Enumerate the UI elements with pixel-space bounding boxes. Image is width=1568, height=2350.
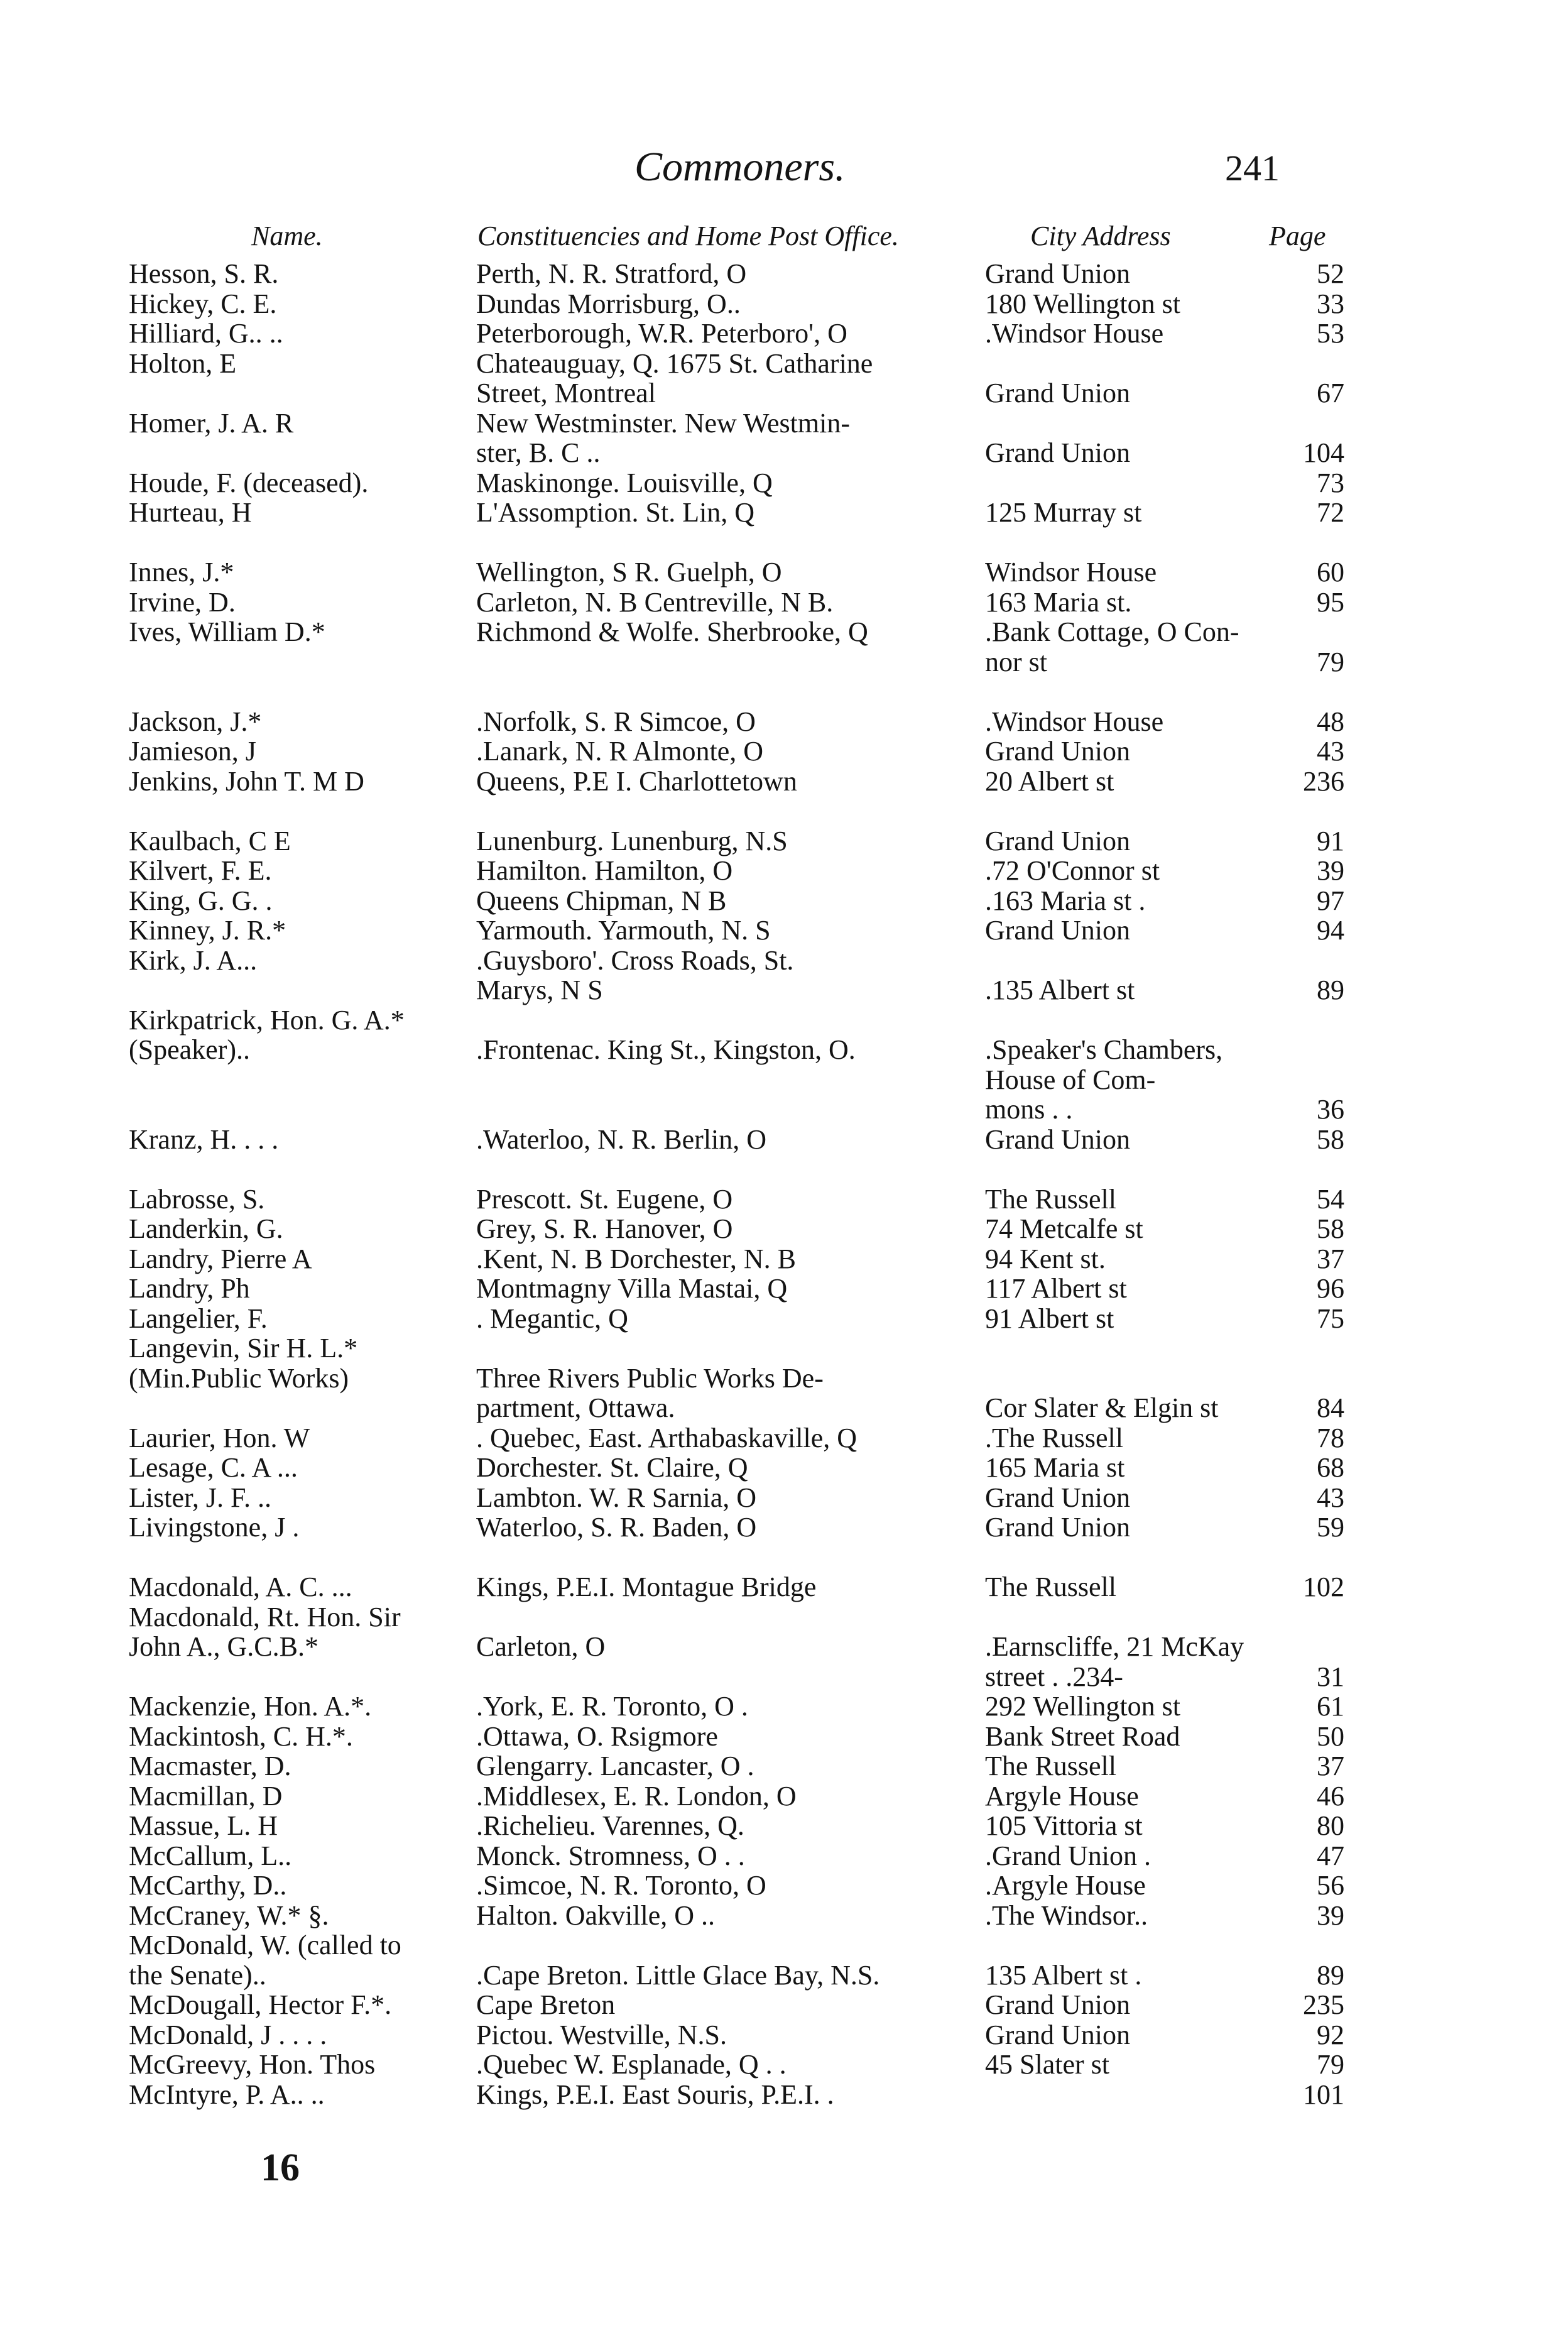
page-ref: 235: [1303, 1989, 1344, 2020]
list-item: [0, 1751, 1568, 1781]
city-address: .135 Albert st: [985, 975, 1135, 1005]
city-address: Grand Union: [985, 378, 1130, 408]
constituency-text: Queens, P.E I. Charlottetown: [476, 765, 797, 797]
page-ref: 36: [1317, 1094, 1344, 1125]
city-address: Grand Union: [985, 1482, 1130, 1513]
member-name: Landerkin, G.: [129, 1213, 283, 1244]
member-name: Langelier, F.: [129, 1303, 268, 1334]
member-name: Innes, J.*: [129, 557, 234, 588]
member-name: McDonald, W. (called to: [129, 1930, 401, 1960]
list-item: [0, 1065, 1568, 1095]
constituency-text: Maskinonge. Louisville, Q: [476, 467, 773, 498]
member-name: Kaulbach, C E: [129, 825, 291, 856]
list-item: [0, 707, 1568, 737]
list-item: [0, 1930, 1568, 1960]
column-header-constituency: Constituencies and Home Post Office.: [477, 221, 899, 251]
city-address: 105 Vittoria st: [985, 1810, 1143, 1841]
page-ref: 94: [1317, 915, 1344, 946]
page-ref: 89: [1317, 1959, 1344, 1991]
list-item: [0, 1125, 1568, 1155]
city-address: Windsor House: [985, 557, 1157, 588]
page-ref: 68: [1317, 1452, 1344, 1483]
constituency-text: .Richelieu. Varennes, Q.: [476, 1810, 744, 1841]
city-address: mons . .: [985, 1094, 1073, 1125]
list-item: [0, 528, 1568, 558]
constituency-text: Chateauguay, Q. 1675 St. Catharine: [476, 347, 873, 379]
list-item: [0, 1691, 1568, 1722]
page-ref: 101: [1303, 2079, 1344, 2110]
constituency-text: .Simcoe, N. R. Toronto, O: [476, 1870, 766, 1901]
list-item: [0, 2050, 1568, 2080]
constituency-text: Montmagny Villa Mastai, Q: [476, 1273, 788, 1304]
constituency-text: Lambton. W. R Sarnia, O: [476, 1482, 757, 1513]
constituency-text: Glengarry. Lancaster, O .: [476, 1751, 754, 1781]
page-ref: 79: [1317, 2049, 1344, 2080]
page-ref: 39: [1317, 855, 1344, 886]
page-ref: 56: [1317, 1870, 1344, 1901]
running-title: Commoners.: [634, 144, 846, 190]
city-address: Grand Union: [985, 258, 1130, 289]
city-address: The Russell: [985, 1183, 1116, 1215]
page-ref: 50: [1317, 1720, 1344, 1752]
city-address: .Bank Cottage, O Con-: [985, 616, 1239, 647]
member-name: Houde, F. (deceased).: [129, 467, 369, 498]
member-name: Macmaster, D.: [129, 1751, 291, 1781]
list-item: [0, 856, 1568, 886]
member-name: Hilliard, G.. ..: [129, 318, 283, 349]
member-name: King, G. G. .: [129, 885, 273, 916]
list-item: [0, 468, 1568, 498]
constituency-text: ster, B. C ..: [476, 437, 601, 468]
page-ref: 61: [1317, 1691, 1344, 1722]
page-ref: 75: [1317, 1303, 1344, 1334]
member-name: Landry, Pierre A: [129, 1243, 312, 1274]
list-item: [0, 1512, 1568, 1543]
constituency-text: Kings, P.E.I. Montague Bridge: [476, 1571, 817, 1602]
member-name: the Senate)..: [129, 1959, 266, 1991]
list-item: [0, 1901, 1568, 1931]
city-address: .Speaker's Chambers,: [985, 1034, 1223, 1065]
constituency-text: Richmond & Wolfe. Sherbrooke, Q: [476, 616, 868, 647]
page-ref: 79: [1317, 646, 1344, 677]
constituency-text: . Quebec, East. Arthabaskaville, Q: [476, 1422, 858, 1453]
constituency-text: .Norfolk, S. R Simcoe, O: [476, 706, 756, 737]
page-ref: 60: [1317, 557, 1344, 588]
constituency-text: Dundas Morrisburg, O..: [476, 288, 741, 319]
constituency-text: Marys, N S: [476, 975, 603, 1005]
member-name: Jenkins, John T. M D: [129, 765, 364, 797]
city-address: Grand Union: [985, 1123, 1130, 1155]
list-item: [0, 1423, 1568, 1453]
list-item: [0, 498, 1568, 528]
constituency-text: Grey, S. R. Hanover, O: [476, 1213, 733, 1244]
member-name: Laurier, Hon. W: [129, 1422, 310, 1453]
list-item: [0, 1722, 1568, 1752]
city-address: Grand Union: [985, 915, 1130, 946]
city-address: 163 Maria st.: [985, 586, 1132, 618]
city-address: .Windsor House: [985, 318, 1164, 349]
list-item: [0, 647, 1568, 677]
page-number: 241: [1225, 148, 1280, 189]
constituency-text: partment, Ottawa.: [476, 1392, 675, 1423]
member-name: Jackson, J.*: [129, 706, 262, 737]
city-address: Grand Union: [985, 437, 1130, 468]
page-ref: 67: [1317, 378, 1344, 408]
page-ref: 54: [1317, 1183, 1344, 1215]
list-item: [0, 1841, 1568, 1871]
city-address: Grand Union: [985, 1512, 1130, 1543]
page-ref: 84: [1317, 1392, 1344, 1423]
member-name: McCarthy, D..: [129, 1870, 287, 1901]
page-ref: 48: [1317, 706, 1344, 737]
city-address: .Earnscliffe, 21 McKay: [985, 1631, 1244, 1662]
member-name: McIntyre, P. A.. ..: [129, 2079, 325, 2110]
member-name: McDonald, J . . . .: [129, 2019, 327, 2050]
member-name: Kranz, H. . . .: [129, 1123, 279, 1155]
page-ref: 73: [1317, 467, 1344, 498]
list-item: [0, 767, 1568, 797]
constituency-text: .Guysboro'. Cross Roads, St.: [476, 944, 794, 976]
constituency-text: .Waterloo, N. R. Berlin, O: [476, 1123, 767, 1155]
list-item: [0, 1035, 1568, 1065]
page-ref: 58: [1317, 1123, 1344, 1155]
list-item: [0, 1005, 1568, 1036]
constituency-text: Peterborough, W.R. Peterboro', O: [476, 318, 847, 349]
page-ref: 92: [1317, 2019, 1344, 2050]
page-ref: 80: [1317, 1810, 1344, 1841]
constituency-text: Prescott. St. Eugene, O: [476, 1183, 733, 1215]
constituency-text: Waterloo, S. R. Baden, O: [476, 1512, 757, 1543]
page-ref: 97: [1317, 885, 1344, 916]
member-name: McDougall, Hector F.*.: [129, 1989, 392, 2020]
page-ref: 43: [1317, 1482, 1344, 1513]
page-ref: 33: [1317, 288, 1344, 319]
list-item: [0, 1960, 1568, 1991]
constituency-text: Pictou. Westville, N.S.: [476, 2019, 727, 2050]
city-address: Cor Slater & Elgin st: [985, 1392, 1219, 1423]
page-ref: 46: [1317, 1780, 1344, 1812]
city-address: 94 Kent st.: [985, 1243, 1106, 1274]
constituency-text: Street, Montreal: [476, 378, 656, 408]
city-address: .Windsor House: [985, 706, 1164, 737]
city-address: 74 Metcalfe st: [985, 1213, 1143, 1244]
list-item: [0, 1453, 1568, 1483]
page-ref: 72: [1317, 497, 1344, 528]
page-ref: 37: [1317, 1751, 1344, 1781]
member-name: Lesage, C. A ...: [129, 1452, 298, 1483]
list-item: [0, 677, 1568, 707]
page-ref: 96: [1317, 1273, 1344, 1304]
list-item: [0, 1214, 1568, 1244]
city-address: 91 Albert st: [985, 1303, 1114, 1334]
member-name: Irvine, D.: [129, 586, 236, 618]
column-header-name: Name.: [251, 221, 323, 251]
list-item: [0, 915, 1568, 946]
list-item: [0, 1274, 1568, 1304]
constituency-text: New Westminster. New Westmin-: [476, 407, 850, 439]
constituency-text: Kings, P.E.I. East Souris, P.E.I. .: [476, 2079, 834, 2110]
city-address: .72 O'Connor st: [985, 855, 1160, 886]
city-address: Grand Union: [985, 1989, 1130, 2020]
list-item: [0, 438, 1568, 468]
city-address: The Russell: [985, 1751, 1116, 1781]
member-name: Macdonald, Rt. Hon. Sir: [129, 1601, 401, 1632]
constituency-text: Halton. Oakville, O ..: [476, 1899, 716, 1931]
city-address: House of Com-: [985, 1064, 1156, 1095]
page-ref: 58: [1317, 1213, 1344, 1244]
constituency-text: Dorchester. St. Claire, Q: [476, 1452, 748, 1483]
member-name: Hurteau, H: [129, 497, 252, 528]
constituency-text: Monck. Stromness, O . .: [476, 1840, 745, 1871]
page-ref: 37: [1317, 1243, 1344, 1274]
list-item: [0, 796, 1568, 826]
city-address: The Russell: [985, 1571, 1116, 1602]
list-item: [0, 378, 1568, 408]
city-address: street . .234-: [985, 1661, 1123, 1692]
list-item: [0, 1154, 1568, 1184]
city-address: .163 Maria st .: [985, 885, 1146, 916]
page-ref: 47: [1317, 1840, 1344, 1871]
list-item: [0, 1184, 1568, 1215]
member-name: Ives, William D.*: [129, 616, 325, 647]
city-address: Grand Union: [985, 825, 1130, 856]
city-address: 135 Albert st .: [985, 1959, 1142, 1991]
constituency-text: Carleton, O: [476, 1631, 606, 1662]
city-address: 292 Wellington st: [985, 1691, 1180, 1722]
constituency-text: .Middlesex, E. R. London, O: [476, 1780, 797, 1812]
city-address: 45 Slater st: [985, 2049, 1109, 2080]
page-ref: 95: [1317, 586, 1344, 618]
city-address: 125 Murray st: [985, 497, 1142, 528]
constituency-text: Wellington, S R. Guelph, O: [476, 557, 782, 588]
member-name: (Min.Public Works): [129, 1362, 349, 1394]
page-ref: 102: [1303, 1571, 1344, 1602]
city-address: .Argyle House: [985, 1870, 1146, 1901]
member-name: Massue, L. H: [129, 1810, 278, 1841]
member-name: Hickey, C. E.: [129, 288, 277, 319]
member-name: Kirk, J. A...: [129, 944, 258, 976]
city-address: .The Russell: [985, 1422, 1123, 1453]
member-name: Macdonald, A. C. ...: [129, 1571, 352, 1602]
page-header: [0, 143, 1568, 200]
page-ref: 104: [1303, 437, 1344, 468]
city-address: 20 Albert st: [985, 765, 1114, 797]
list-item: [0, 1095, 1568, 1125]
constituency-text: Three Rivers Public Works De-: [476, 1362, 824, 1394]
city-address: Argyle House: [985, 1780, 1139, 1812]
city-address: 180 Wellington st: [985, 288, 1180, 319]
page-ref: 53: [1317, 318, 1344, 349]
member-name: Mackenzie, Hon. A.*.: [129, 1691, 372, 1722]
member-name: McCraney, W.* §.: [129, 1899, 329, 1931]
list-item: [0, 1811, 1568, 1841]
list-item: [0, 1990, 1568, 2020]
list-item: [0, 736, 1568, 767]
list-item: [0, 886, 1568, 916]
constituency-text: .York, E. R. Toronto, O .: [476, 1691, 748, 1722]
list-item: [0, 408, 1568, 439]
member-name: Kirkpatrick, Hon. G. A.*: [129, 1004, 405, 1036]
city-address: nor st: [985, 646, 1047, 677]
list-item: [0, 946, 1568, 976]
page-ref: 89: [1317, 975, 1344, 1005]
member-name: McGreevy, Hon. Thos: [129, 2049, 376, 2080]
list-item: [0, 1304, 1568, 1334]
member-name: Kinney, J. R.*: [129, 915, 286, 946]
page-ref: 43: [1317, 736, 1344, 767]
member-name: Kilvert, F. E.: [129, 855, 272, 886]
column-header-city-address: City Address: [1030, 221, 1171, 251]
page-ref: 52: [1317, 258, 1344, 289]
members-list: [0, 259, 1568, 2109]
list-item: [0, 1543, 1568, 1573]
member-name: McCallum, L..: [129, 1840, 292, 1871]
member-name: Landry, Ph: [129, 1273, 250, 1304]
list-item: [0, 1393, 1568, 1423]
constituency-text: Cape Breton: [476, 1989, 616, 2020]
constituency-text: Perth, N. R. Stratford, O: [476, 258, 747, 289]
member-name: Mackintosh, C. H.*.: [129, 1720, 353, 1752]
page-ref: 31: [1317, 1661, 1344, 1692]
list-item: [0, 349, 1568, 379]
constituency-text: . Megantic, Q: [476, 1303, 628, 1334]
constituency-text: Hamilton. Hamilton, O: [476, 855, 733, 886]
member-name: (Speaker)..: [129, 1034, 251, 1065]
list-item: [0, 1572, 1568, 1602]
list-item: [0, 259, 1568, 289]
list-item: [0, 1781, 1568, 1812]
constituency-text: .Frontenac. King St., Kingston, O.: [476, 1034, 856, 1065]
list-item: [0, 826, 1568, 856]
list-item: [0, 1333, 1568, 1364]
member-name: Langevin, Sir H. L.*: [129, 1333, 358, 1364]
list-item: [0, 2080, 1568, 2110]
list-item: [0, 617, 1568, 647]
page-ref: 59: [1317, 1512, 1344, 1543]
list-item: [0, 319, 1568, 349]
constituency-text: .Kent, N. B Dorchester, N. B: [476, 1243, 797, 1274]
city-address: Grand Union: [985, 2019, 1130, 2050]
member-name: John A., G.C.B.*: [129, 1631, 318, 1662]
list-item: [0, 1602, 1568, 1632]
constituency-text: .Cape Breton. Little Glace Bay, N.S.: [476, 1959, 880, 1991]
list-item: [0, 557, 1568, 588]
constituency-text: Queens Chipman, N B: [476, 885, 727, 916]
member-name: Livingstone, J .: [129, 1512, 300, 1543]
constituency-text: .Lanark, N. R Almonte, O: [476, 736, 764, 767]
member-name: Labrosse, S.: [129, 1183, 265, 1215]
column-header-page: Page: [1269, 221, 1326, 251]
city-address: 117 Albert st: [985, 1273, 1127, 1304]
list-item: [0, 1483, 1568, 1513]
member-name: Lister, J. F. ..: [129, 1482, 271, 1513]
list-item: [0, 1871, 1568, 1901]
member-name: Homer, J. A. R: [129, 407, 294, 439]
constituency-text: Yarmouth. Yarmouth, N. S: [476, 915, 771, 946]
constituency-text: Carleton, N. B Centreville, N B.: [476, 586, 834, 618]
city-address: Bank Street Road: [985, 1720, 1180, 1752]
page-ref: 236: [1303, 765, 1344, 797]
list-item: [0, 2020, 1568, 2050]
list-item: [0, 1244, 1568, 1274]
city-address: Grand Union: [985, 736, 1130, 767]
member-name: Hesson, S. R.: [129, 258, 279, 289]
page-ref: 91: [1317, 825, 1344, 856]
list-item: [0, 289, 1568, 319]
list-item: [0, 975, 1568, 1005]
list-item: [0, 588, 1568, 618]
constituency-text: .Quebec W. Esplanade, Q . .: [476, 2049, 787, 2080]
city-address: .The Windsor..: [985, 1899, 1148, 1931]
signature-mark: 16: [261, 2146, 300, 2189]
list-item: [0, 1364, 1568, 1394]
member-name: Jamieson, J: [129, 736, 256, 767]
page-ref: 78: [1317, 1422, 1344, 1453]
page-ref: 39: [1317, 1899, 1344, 1931]
list-item: [0, 1632, 1568, 1662]
column-headers: [0, 220, 1568, 258]
list-item: [0, 1662, 1568, 1692]
member-name: Macmillan, D: [129, 1780, 283, 1812]
city-address: 165 Maria st: [985, 1452, 1125, 1483]
city-address: .Grand Union .: [985, 1840, 1151, 1871]
constituency-text: L'Assomption. St. Lin, Q: [476, 497, 755, 528]
member-name: Holton, E: [129, 347, 237, 379]
constituency-text: Lunenburg. Lunenburg, N.S: [476, 825, 788, 856]
constituency-text: .Ottawa, O. Rsigmore: [476, 1720, 718, 1752]
